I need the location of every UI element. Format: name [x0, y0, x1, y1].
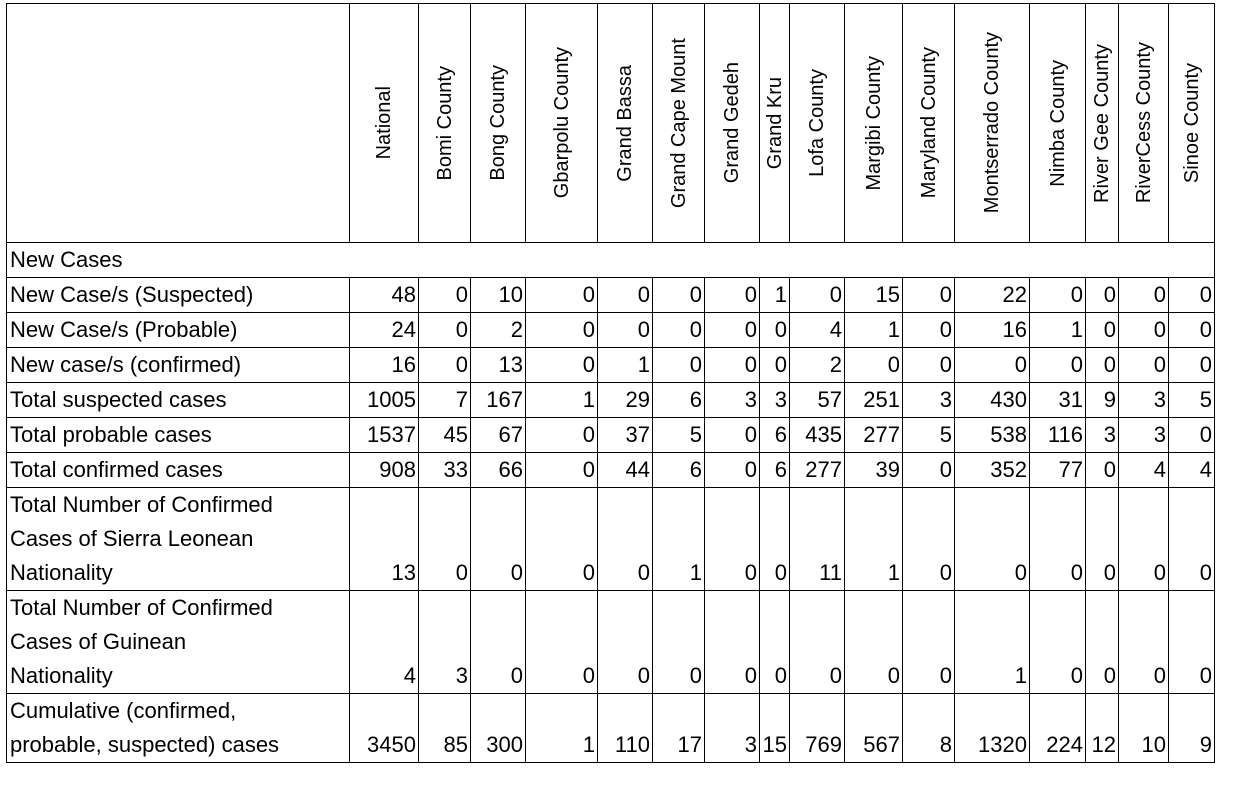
- table-cell: 15: [760, 694, 790, 763]
- row-label-line: New case/s (confirmed): [10, 352, 242, 377]
- row-label: [7, 694, 350, 763]
- column-header-label: Grand Cape Mount: [667, 37, 690, 209]
- table-cell: 0: [526, 453, 598, 488]
- table-cell: 22: [955, 278, 1030, 313]
- table-cell: 0: [903, 591, 955, 694]
- table-cell: 0: [705, 313, 760, 348]
- column-header-label: Nimba County: [1046, 59, 1069, 187]
- table-row: [7, 348, 1215, 383]
- table-cell: 6: [653, 453, 705, 488]
- table-cell: 0: [705, 418, 760, 453]
- table-cell: 0: [526, 418, 598, 453]
- table-cell: 0: [955, 348, 1030, 383]
- column-header-label: Bomi County: [433, 65, 456, 181]
- row-label: [7, 488, 350, 591]
- table-cell: 13: [350, 488, 419, 591]
- table-cell: 0: [790, 591, 845, 694]
- table-cell: 66: [471, 453, 526, 488]
- table-cell: 0: [419, 348, 471, 383]
- table-cell: 0: [1169, 278, 1215, 313]
- table-cell: 251: [845, 383, 903, 418]
- column-header: [760, 4, 790, 243]
- table-cell: 0: [903, 348, 955, 383]
- table-cell: 10: [471, 278, 526, 313]
- table-cell: 0: [1030, 488, 1086, 591]
- table-cell: 85: [419, 694, 471, 763]
- table-cell: 0: [1169, 348, 1215, 383]
- row-label: [7, 418, 350, 453]
- column-header: [705, 4, 760, 243]
- table-cell: 1: [1030, 313, 1086, 348]
- table-cell: 0: [598, 278, 653, 313]
- header-corner: [7, 4, 350, 243]
- table-row: [7, 418, 1215, 453]
- table-cell: 1537: [350, 418, 419, 453]
- table-cell: 0: [1030, 278, 1086, 313]
- table-cell: 8: [903, 694, 955, 763]
- column-header: [903, 4, 955, 243]
- section-fill: [350, 243, 1215, 278]
- table-cell: 0: [1086, 453, 1119, 488]
- column-header-label: Grand Bassa: [614, 64, 636, 182]
- table-cell: 0: [760, 488, 790, 591]
- table-cell: 6: [760, 453, 790, 488]
- table-cell: 1: [845, 313, 903, 348]
- table-cell: 0: [598, 591, 653, 694]
- table-cell: 17: [653, 694, 705, 763]
- table-cell: 0: [955, 488, 1030, 591]
- section-row: [7, 243, 1215, 278]
- table-cell: 0: [760, 348, 790, 383]
- table-cell: 0: [1030, 348, 1086, 383]
- column-header: [350, 4, 419, 243]
- table-cell: 110: [598, 694, 653, 763]
- table-cell: 0: [705, 278, 760, 313]
- table-cell: 5: [1169, 383, 1215, 418]
- table-cell: 1: [653, 488, 705, 591]
- table-cell: 1320: [955, 694, 1030, 763]
- column-header-label: Grand Gedeh: [721, 62, 743, 184]
- table-cell: 0: [526, 313, 598, 348]
- table-cell: 16: [350, 348, 419, 383]
- header-row: [7, 4, 1215, 243]
- table-cell: 44: [598, 453, 653, 488]
- table-cell: 13: [471, 348, 526, 383]
- column-header-label: National: [373, 86, 395, 160]
- column-header: [1030, 4, 1086, 243]
- table-cell: 116: [1030, 418, 1086, 453]
- table-cell: 1: [526, 383, 598, 418]
- table-cell: 0: [598, 488, 653, 591]
- table-cell: 0: [653, 591, 705, 694]
- table-cell: 16: [955, 313, 1030, 348]
- table-cell: 277: [845, 418, 903, 453]
- table-cell: 0: [760, 591, 790, 694]
- table-cell: 224: [1030, 694, 1086, 763]
- table-cell: 31: [1030, 383, 1086, 418]
- table-row: [7, 453, 1215, 488]
- table-cell: 1: [598, 348, 653, 383]
- ebola-county-table: [6, 3, 1215, 763]
- table-cell: 0: [1086, 488, 1119, 591]
- table-cell: 0: [1119, 591, 1169, 694]
- row-label: [7, 278, 350, 313]
- table-cell: 1: [845, 488, 903, 591]
- table-cell: 0: [760, 313, 790, 348]
- table-cell: 1: [760, 278, 790, 313]
- table-cell: 15: [845, 278, 903, 313]
- table-cell: 33: [419, 453, 471, 488]
- column-header: [471, 4, 526, 243]
- table-cell: 0: [903, 453, 955, 488]
- column-header: [790, 4, 845, 243]
- table-cell: 277: [790, 453, 845, 488]
- column-header-label: Lofa County: [806, 69, 828, 177]
- row-label-line: Total suspected cases: [10, 387, 227, 412]
- table-cell: 0: [471, 591, 526, 694]
- table-cell: 0: [705, 453, 760, 488]
- table-cell: 0: [1169, 313, 1215, 348]
- table-cell: 3: [705, 694, 760, 763]
- table-cell: 0: [653, 313, 705, 348]
- table-cell: 6: [653, 383, 705, 418]
- row-label-line: Total Number of Confirmed: [10, 595, 273, 620]
- table-cell: 538: [955, 418, 1030, 453]
- table-cell: 0: [419, 488, 471, 591]
- row-label: [7, 348, 350, 383]
- table-cell: 567: [845, 694, 903, 763]
- row-label-line: Total Number of Confirmed: [10, 492, 273, 517]
- table-cell: 0: [653, 348, 705, 383]
- row-label: [7, 591, 350, 694]
- column-header-label: Gbarpolu County: [550, 47, 573, 199]
- table-cell: 4: [1169, 453, 1215, 488]
- table-cell: 0: [1086, 278, 1119, 313]
- table-cell: 3: [903, 383, 955, 418]
- table-cell: 2: [790, 348, 845, 383]
- table-cell: 3: [705, 383, 760, 418]
- table-cell: 0: [845, 591, 903, 694]
- table-cell: 3: [419, 591, 471, 694]
- table-cell: 37: [598, 418, 653, 453]
- table-row: [7, 488, 1215, 591]
- row-label-line: Nationality: [10, 560, 113, 585]
- row-label-line: Total probable cases: [10, 422, 212, 447]
- table-cell: 57: [790, 383, 845, 418]
- table-cell: 0: [526, 591, 598, 694]
- table-cell: 0: [1169, 488, 1215, 591]
- table-cell: 300: [471, 694, 526, 763]
- column-header-label: Sinoe County: [1180, 62, 1203, 184]
- row-label: [7, 383, 350, 418]
- table-cell: 1: [955, 591, 1030, 694]
- table-cell: 0: [526, 348, 598, 383]
- table-cell: 29: [598, 383, 653, 418]
- row-label-line: Total confirmed cases: [10, 457, 223, 482]
- table-cell: 0: [1169, 418, 1215, 453]
- table-cell: 0: [1119, 348, 1169, 383]
- table-cell: 3450: [350, 694, 419, 763]
- table-cell: 0: [1086, 348, 1119, 383]
- row-label: [7, 453, 350, 488]
- table-cell: 769: [790, 694, 845, 763]
- column-header: [955, 4, 1030, 243]
- table-cell: 0: [653, 278, 705, 313]
- table-cell: 11: [790, 488, 845, 591]
- column-header: [1169, 4, 1215, 243]
- table-cell: 2: [471, 313, 526, 348]
- table-cell: 3: [1086, 418, 1119, 453]
- table-cell: 3: [1119, 418, 1169, 453]
- table-cell: 0: [1169, 591, 1215, 694]
- row-label-line: Nationality: [10, 663, 113, 688]
- column-header: [653, 4, 705, 243]
- table-row: [7, 383, 1215, 418]
- row-label-line: Cumulative (confirmed,: [10, 698, 237, 723]
- column-header: [526, 4, 598, 243]
- table-cell: 0: [526, 488, 598, 591]
- table-cell: 0: [1086, 591, 1119, 694]
- table-cell: 48: [350, 278, 419, 313]
- table-cell: 0: [598, 313, 653, 348]
- table-cell: 0: [1030, 591, 1086, 694]
- column-header: [1086, 4, 1119, 243]
- table-cell: 7: [419, 383, 471, 418]
- table-cell: 0: [1119, 313, 1169, 348]
- table-cell: 3: [760, 383, 790, 418]
- table-row: [7, 313, 1215, 348]
- table-cell: 0: [903, 313, 955, 348]
- table-cell: 0: [526, 278, 598, 313]
- table-cell: 0: [1119, 278, 1169, 313]
- table-cell: 5: [903, 418, 955, 453]
- table-cell: 435: [790, 418, 845, 453]
- table-cell: 0: [1119, 488, 1169, 591]
- column-header-label: Margibi County: [862, 55, 885, 191]
- table-cell: 0: [903, 278, 955, 313]
- table-cell: 1: [526, 694, 598, 763]
- column-header: [1119, 4, 1169, 243]
- column-header-label: RiverCess County: [1132, 42, 1155, 204]
- table-cell: 9: [1169, 694, 1215, 763]
- table-cell: 0: [1086, 313, 1119, 348]
- table-row: [7, 278, 1215, 313]
- table-cell: 0: [419, 313, 471, 348]
- table-cell: 0: [705, 591, 760, 694]
- table-cell: 0: [790, 278, 845, 313]
- table-cell: 908: [350, 453, 419, 488]
- table-cell: 4: [1119, 453, 1169, 488]
- table-cell: 39: [845, 453, 903, 488]
- section-label: New Cases: [7, 243, 350, 278]
- table-cell: 45: [419, 418, 471, 453]
- table-cell: 4: [790, 313, 845, 348]
- table-cell: 67: [471, 418, 526, 453]
- table-row: [7, 591, 1215, 694]
- table-cell: 0: [845, 348, 903, 383]
- column-header-label: Montserrado County: [981, 32, 1003, 214]
- row-label-line: New Case/s (Suspected): [10, 282, 254, 307]
- table-cell: 0: [471, 488, 526, 591]
- table-cell: 1005: [350, 383, 419, 418]
- table-cell: 0: [705, 488, 760, 591]
- row-label: [7, 313, 350, 348]
- column-header-label: Maryland County: [917, 47, 940, 199]
- column-header-label: Grand Kru: [763, 76, 786, 170]
- row-label-line: New Case/s (Probable): [10, 317, 238, 342]
- table-cell: 4: [350, 591, 419, 694]
- table-cell: 0: [903, 488, 955, 591]
- column-header-label: River Gee County: [1091, 43, 1113, 203]
- row-label-line: Cases of Sierra Leonean: [10, 526, 254, 551]
- table-cell: 3: [1119, 383, 1169, 418]
- table-cell: 10: [1119, 694, 1169, 763]
- row-label-line: probable, suspected) cases: [10, 732, 280, 757]
- table-row: [7, 694, 1215, 763]
- table-cell: 77: [1030, 453, 1086, 488]
- table-cell: 5: [653, 418, 705, 453]
- table-cell: 12: [1086, 694, 1119, 763]
- row-label-line: Cases of Guinean: [10, 629, 187, 654]
- table-cell: 0: [705, 348, 760, 383]
- column-header: [845, 4, 903, 243]
- table-cell: 352: [955, 453, 1030, 488]
- table-cell: 0: [419, 278, 471, 313]
- table-cell: 6: [760, 418, 790, 453]
- table-cell: 9: [1086, 383, 1119, 418]
- table-cell: 430: [955, 383, 1030, 418]
- table-cell: 24: [350, 313, 419, 348]
- column-header: [419, 4, 471, 243]
- column-header-label: Bong County: [487, 65, 509, 181]
- table-cell: 167: [471, 383, 526, 418]
- column-header: [598, 4, 653, 243]
